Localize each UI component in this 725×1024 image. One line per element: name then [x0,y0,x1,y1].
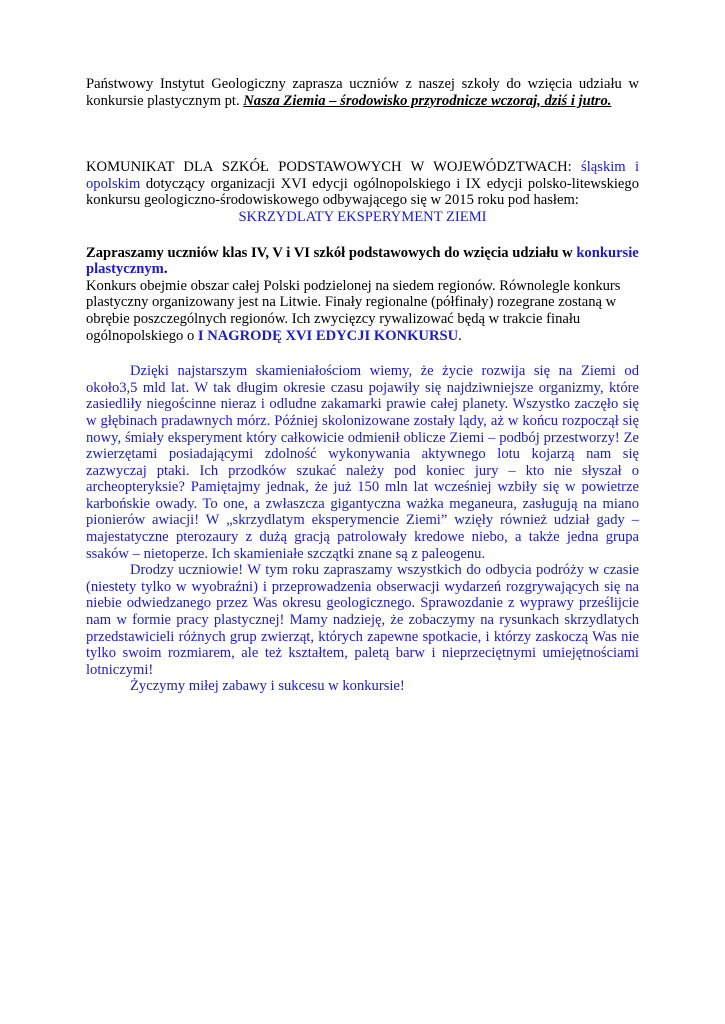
story-paragraph-2: Drodzy uczniowie! W tym roku zapraszamy wszystkich do odbycia podróży w czasie (niestety tylko w wyobraźni) i przeprowadzenia obserwacji wydarzeń rozgrywających się na niebie odwiedzanego przez Was okresu geologicznego. Sprawozdanie z wyprawy prześlijcie nam w formie pracy plastycznej! Mamy nadzieję, że zobaczymy na rysunkach skrzydlatych przedstawicieli różnych grup zwierząt, których zapewne spotkacie, i którzy zaskoczą Was nie tylko swoim rozmiarem, ale też kształtem, paletą barw i nieprzeciętnymi umiejętnościami lotniczymi! [86,562,639,678]
intro-paragraph [86,76,639,109]
komunikat-regions: śląskim i opolskim [86,159,639,192]
contest-motto: SKRZYDLATY EKSPERYMENT ZIEMI [238,208,487,225]
invite-heading [86,245,639,278]
prize-label: I NAGRODĘ XVI EDYCJI KONKURSU [197,327,459,344]
komunikat-paragraph [86,159,639,209]
document-page [86,76,639,695]
komunikat-rest: dotyczący organizacji XVI edycji ogólnopolskiego i IX edycji polsko-litewskiego konkursu geologiczno-środowiskowego odbywającego się w 2015 roku pod hasłem: [86,175,639,209]
komunikat-lead: KOMUNIKAT DLA SZKÓŁ PODSTAWOWYCH W WOJEWÓDZTWACH: [86,159,582,176]
contest-title: Nasza Ziemia – środowisko przyrodnicze wczoraj, dziś i jutro. [243,92,612,109]
invite-text: Konkurs obejmie obszar całej Polski podzielonej na siedem regionów. Równolegle konkurs plastyczny organizowany jest na Litwie. Finały regionalne (półfinały) rozegrane zostaną w obrębie poszczególnych regionów. Ich zwycięzcy rywalizować będą w trakcie finału ogólnopolskiego o [86,277,621,344]
spacer [86,226,639,245]
spacer [86,344,639,363]
spacer [86,109,639,159]
story-paragraph-3: Życzymy miłej zabawy i sukcesu w konkursie! [130,678,405,695]
invite-paragraph [86,278,639,344]
intro-text: Państwowy Instytut Geologiczny zaprasza uczniów z naszej szkoły do wzięcia udziału w konkursie plastycznym pt. [86,76,639,109]
invite-bold-end: . [163,261,168,278]
invite-bold: Zapraszamy uczniów klas IV, V i VI szkół podstawowych do wzięcia udziału w [86,244,577,261]
story-paragraph-1: Dzięki najstarszym skamieniałościom wiemy, że życie rozwija się na Ziemi od około3,5 mld lat. W tak długim okresie czasu pojawiły się najdziwniejsze organizmy, które zasiedliły niegościnne nieraz i odludne zakamarki prawie całej planety. Wszystko zaczęło się w głębinach pradawnych mórz. Później skolonizowane zostały lądy, aż w końcu rozpoczął się nowy, śmiały eksperyment który całkowicie odmienił oblicze Ziemi – podbój przestworzy! Ze zwierzętami posiadającymi zdolność wykonywania aktywnego lotu kojarzą nam się zazwyczaj ptaki. Ich przodków szukać należy pod koniec jury – kto nie słyszał o archeopteryksie? Pamiętajmy jednak, że już 150 mln lat wcześniej wzbiły się w powietrze karbońskie owady. To one, a zwłaszcza gigantyczna ważka meganeura, zasługują na miano pionierów awiacji! W „skrzydlatym eksperymencie Ziemi” wzięły również udział gady – majestatyczne pterozaury z dużą gracją patrolowały kredowe niebo, a także jedna grupa ssaków – nietoperze. Ich skamieniałe szczątki znane są z paleogenu. [86,363,639,562]
invite-bold-blue: konkursie plastycznym [86,244,639,278]
prize-end: . [458,327,462,344]
